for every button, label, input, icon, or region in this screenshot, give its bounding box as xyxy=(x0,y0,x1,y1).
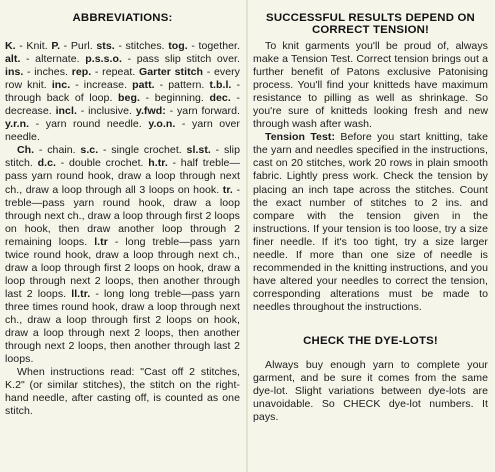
abbreviation-term: h.tr. xyxy=(148,157,168,170)
tension-column xyxy=(253,0,488,424)
crochet-abbreviations: Ch. - chain. s.c. - single crochet. sl.st. - slip stitch. d.c. - double crochet. h.tr. - half treble—pass yarn round hook, draw a loop through next ch., draw a loop through all 3 loops on hook. tr. - treble—pass yarn round hook, draw a loop through next ch., draw a loop through first 2 loops on hook, then draw another loop through 2 remaining loops. l.tr - long treble—pass yarn twice round hook, draw a loop through next ch., draw a loop through first 2 loops on hook, draw a loop through next 2 loops, then another through last 2 loops. ll.tr. - long long treble—pass yarn three times round hook, draw a loop through next ch., draw a loop through first 2 loops on hook, draw a loop through next 2 loops, then another through next 2 loops, then another through last 2 loops. xyxy=(5,144,241,366)
abbreviation-term: K. xyxy=(5,40,16,52)
tension-intro: To knit garments you'll be proud of, always make a Tension Test. Correct tension brings out a further benefit of Patons exclusive Patonising process. You'll find your knitteds have maximum resistance to pilling as well as shrinkage. So you're sure of knitteds looking fresh and new through wash after wash. xyxy=(253,40,488,131)
tension-heading: SUCCESSFUL RESULTS DEPEND ON CORRECT TENSION! xyxy=(266,12,475,36)
abbreviation-term: tr. xyxy=(222,183,233,196)
abbreviation-term: P. xyxy=(51,40,61,52)
abbreviations-column xyxy=(5,0,240,418)
abbreviation-term: y.fwd: xyxy=(135,105,166,118)
abbreviation-term: alt. xyxy=(5,53,21,66)
abbreviation-term: ll.tr. xyxy=(71,287,91,300)
cast-off-note: When instructions read: "Cast off 2 stitches, K.2" (or similar stitches), the stitch on the right-hand needle, after casting off, is counted as one stitch. xyxy=(5,366,240,418)
column-gutter xyxy=(246,0,248,472)
abbreviation-term: inc. xyxy=(51,79,71,92)
abbreviation-term: y.o.n. xyxy=(148,118,176,131)
abbreviation-term: tog. xyxy=(168,40,188,52)
abbreviation-term: l.tr xyxy=(94,235,108,248)
abbreviation-term: rep. xyxy=(71,66,92,79)
abbreviation-term: dec. xyxy=(209,92,231,105)
tension-test-paragraph xyxy=(253,131,488,314)
abbreviation-term: y.r.n. xyxy=(5,118,30,131)
abbreviation-term: ins. xyxy=(5,66,24,79)
tension-test-label: Tension Test: xyxy=(265,131,336,144)
abbreviation-term: Garter stitch xyxy=(139,66,204,79)
abbreviation-term: d.c. xyxy=(37,157,56,170)
abbreviation-term: p.s.s.o. xyxy=(85,53,122,66)
abbreviation-term: sts. xyxy=(96,40,115,52)
abbreviation-term: Ch. xyxy=(17,144,35,157)
abbreviation-term: sl.st. xyxy=(186,144,211,157)
abbreviation-term: s.c. xyxy=(80,144,99,157)
dye-lots-text: Always buy enough yarn to complete your garment, and be sure it comes from the same dye-lot. Slight variations between dye-lots are unavoidable. So CHECK dye-lot numbers. It pays. xyxy=(253,358,488,424)
knitting-abbreviations: K. - Knit. P. - Purl. sts. - stitches. tog. - together. alt. - alternate. p.s.s.o. - pass slip stitch over. ins. - inches. rep. - repeat. Garter stitch - every row knit. inc. - increase. patt. - pattern. t.b.l. - through back of loop. beg. - beginning. dec. - decrease. incl. - inclusive. y.fwd: - yarn forward. y.r.n. - yarn round needle. y.o.n. - yarn over needle. xyxy=(5,40,241,144)
abbreviation-term: incl. xyxy=(55,105,77,118)
abbreviation-term: beg. xyxy=(118,92,140,105)
abbreviation-term: patt. xyxy=(132,79,155,92)
abbreviations-heading: ABBREVIATIONS: xyxy=(72,12,173,24)
abbreviation-term: t.b.l. xyxy=(209,79,232,92)
tension-test-text: Before you start knitting, take the yarn and needles specified in the instructions, cast on 20 stitches, work 20 rows in plain smooth fabric. Lightly press work. Check the tension by placing an inch tape across the stitches. Count the exact number of stitches to 2 ins. and compare with the tension given in the instructions. If your tension is too loose, try a size finer needle. If it's too tight, try a size larger needle. If more than one size of needle is recommended in the knitting instructions, and you have altered your needles to correct the tension, corresponding alterations must be made to needles throughout the instructions. xyxy=(253,131,488,313)
dye-lots-heading: CHECK THE DYE-LOTS! xyxy=(303,334,438,347)
